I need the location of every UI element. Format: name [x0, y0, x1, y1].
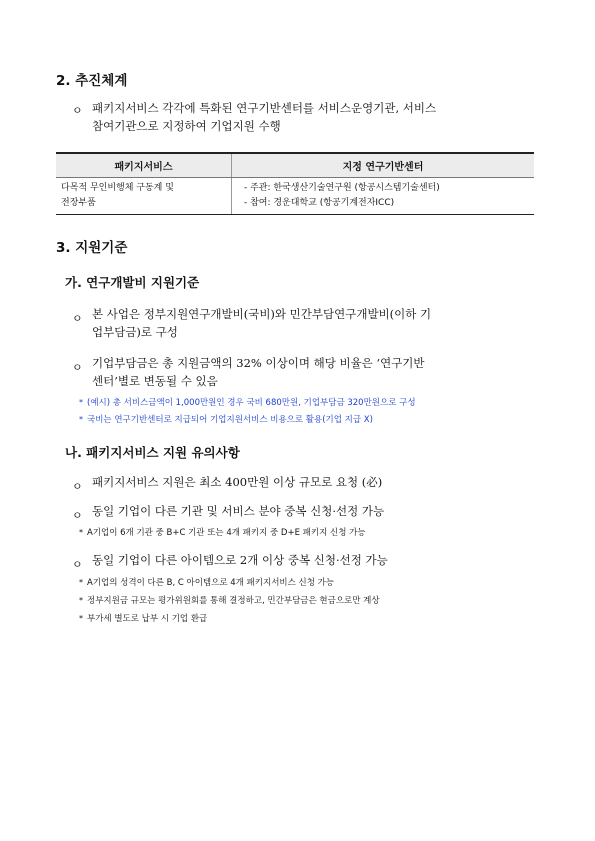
subsection-ga-heading: 가. 연구개발비 지원기준 [65, 275, 200, 290]
para-line: 참여기관으로 지정하여 기업지원 수행 [92, 119, 281, 133]
na-bullet-2: 동일 기업이 다른 기관 및 서비스 분야 중복 신청·선정 가능 [92, 504, 385, 518]
table-header-center: 지정 연구기반센터 [232, 153, 535, 178]
subsection-na-heading: 나. 패키지서비스 지원 유의사항 [65, 445, 240, 460]
note-text: A기업이 6개 기관 중 B+C 기관 또는 4개 패키지 중 D+E 패키지 신청 가능 [87, 528, 366, 538]
table-cell-package [56, 178, 232, 215]
note-marker: * [79, 614, 83, 623]
note-marker: * [79, 528, 83, 537]
bullet-marker: ㅇ [72, 480, 83, 493]
note-marker: * [79, 578, 83, 587]
note-marker: * [79, 596, 83, 605]
para-line: 패키지서비스 각각에 특화된 연구기반센터를 서비스운영기관, 서비스 [92, 101, 437, 115]
bullet-marker: ㅇ [72, 312, 83, 325]
table-header-package: 패키지서비스 [56, 153, 232, 178]
para-line: 기업부담금은 총 지원금액의 32% 이상이며 해당 비율은 ‘연구기반 [92, 356, 425, 370]
note-text: 국비는 연구기반센터로 지급되어 기업지원서비스 비용으로 활용(기업 지급 X) [87, 415, 373, 425]
na-bullet-3: 동일 기업이 다른 아이템으로 2개 이상 중복 신청·선정 가능 [92, 553, 388, 567]
center-table [56, 152, 534, 215]
para-line: 업부담금)로 구성 [92, 325, 178, 339]
bullet-marker: ㅇ [72, 361, 83, 374]
na-note-1 [79, 526, 366, 538]
ga-note-2 [79, 413, 373, 425]
note-text: 부가세 별도로 납부 시 기업 환급 [87, 614, 208, 624]
bullet-marker: ㅇ [72, 509, 83, 522]
ga-note-1 [79, 396, 416, 408]
para-line: 본 사업은 정부지원연구개발비(국비)와 민간부담연구개발비(이하 기 [92, 307, 432, 321]
cell-line: - 참여: 경운대학교 (항공기계전자ICC) [244, 198, 395, 208]
note-text: 정부지원금 규모는 평가위원회를 통해 결정하고, 민간부담금은 현금으로만 계상 [87, 596, 380, 606]
na-note-3 [79, 594, 380, 606]
cell-line: 다목적 무인비행체 구동계 및 [61, 183, 174, 193]
note-text: A기업의 성격이 다른 B, C 아이템으로 4개 패키지서비스 신청 가능 [87, 578, 335, 588]
ga-bullet-1 [92, 305, 552, 341]
ga-bullet-2 [92, 354, 552, 390]
table-row [56, 178, 534, 215]
para-line: 센터’별로 변동될 수 있음 [92, 374, 218, 388]
bullet-marker: ㅇ [72, 558, 83, 571]
bullet-marker: ㅇ [72, 104, 83, 117]
note-marker: * [79, 415, 83, 424]
na-note-2 [79, 576, 334, 588]
section-2-heading: 2. 추진체계 [56, 73, 128, 89]
note-marker: * [79, 398, 83, 407]
cell-line: 전장부품 [61, 198, 96, 208]
table-cell-center [232, 178, 535, 215]
section-3-heading: 3. 지원기준 [56, 240, 128, 256]
cell-line: - 주관: 한국생산기술연구원 (항공시스템기술센터) [244, 183, 440, 193]
na-bullet-1: 패키지서비스 지원은 최소 400만원 이상 규모로 요청 (必) [92, 475, 383, 489]
note-text: (예시) 총 서비스금액이 1,000만원인 경우 국비 680만원, 기업부담금 320만원으로 구성 [87, 398, 416, 408]
na-note-4 [79, 612, 207, 624]
section-2-paragraph [92, 99, 552, 135]
